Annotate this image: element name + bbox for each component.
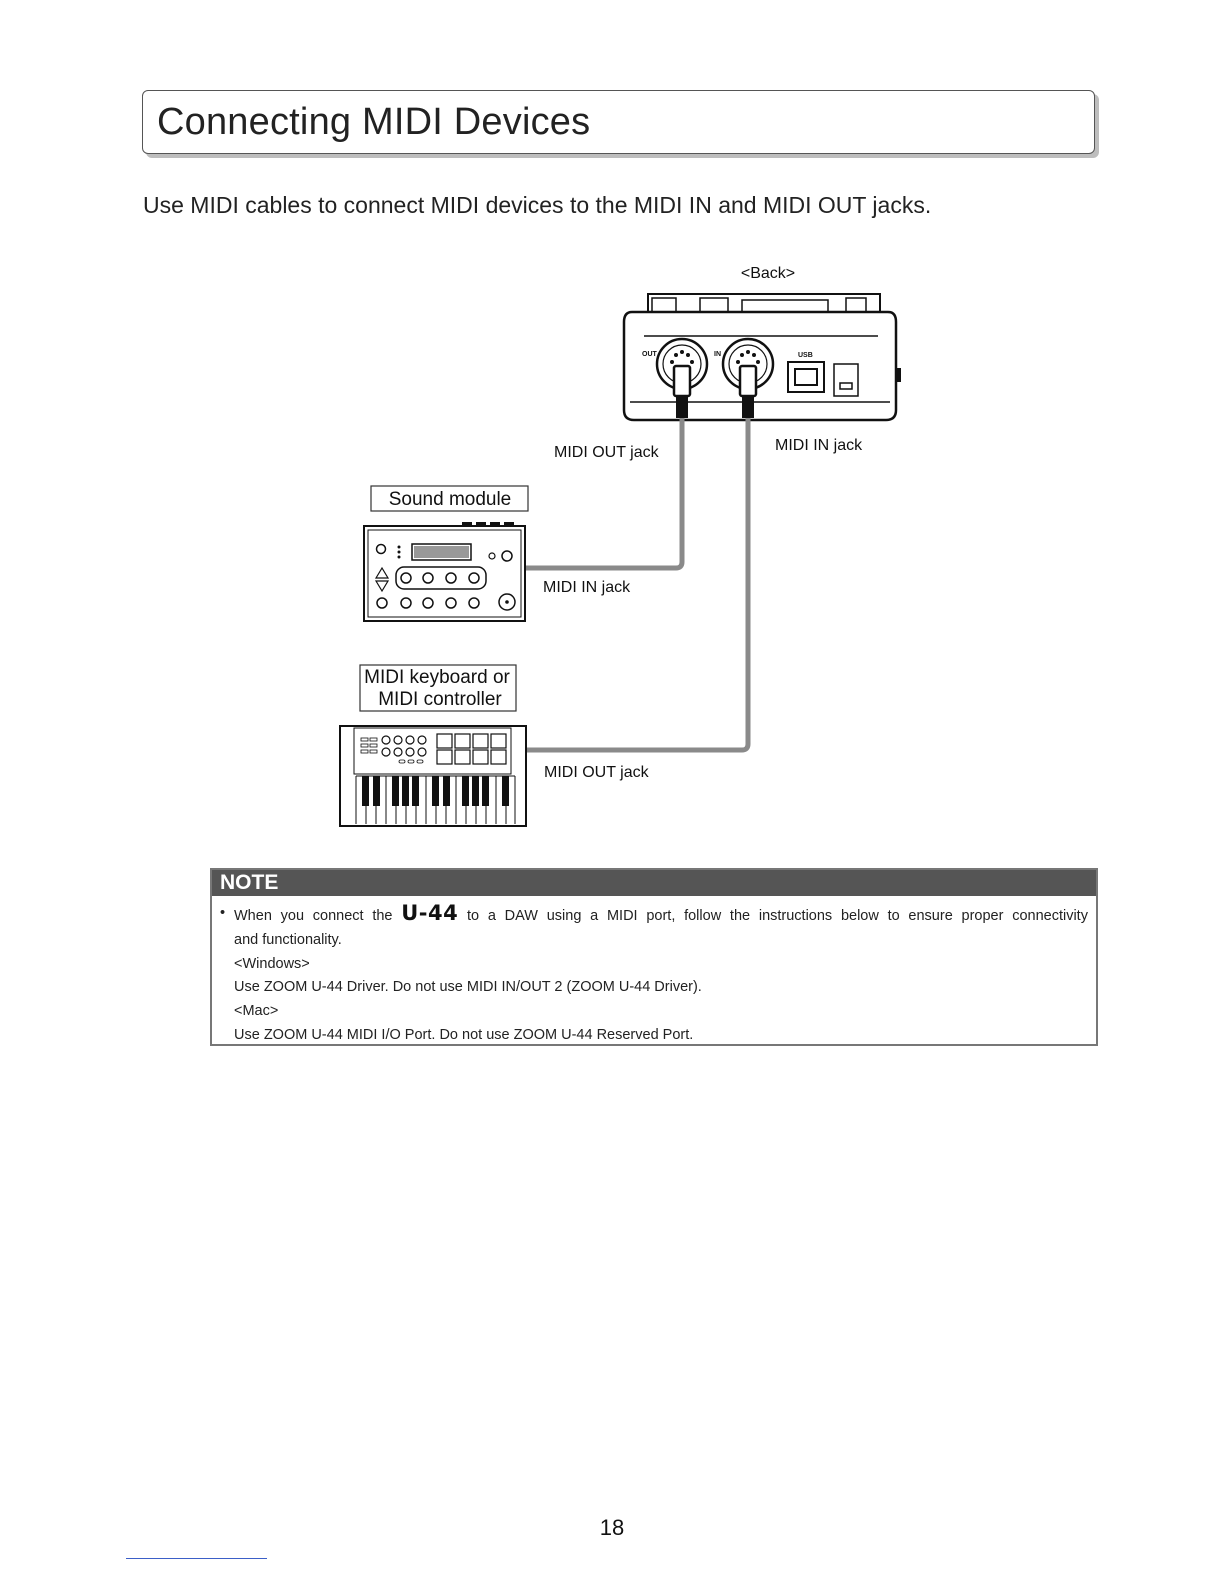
note-word: MIDI <box>606 908 638 924</box>
unit-midi-out-label: MIDI OUT jack <box>554 444 659 461</box>
cable-to-sound-module <box>526 418 682 568</box>
note-word: a <box>590 908 599 924</box>
sound-module-label: Sound module <box>388 489 512 510</box>
note-windows-text: Use ZOOM U-44 Driver. Do not use MIDI IN/OUT 2 (ZOOM U-44 Driver). <box>234 979 702 996</box>
keyboard-label-line1: MIDI keyboard or <box>364 667 510 688</box>
note-word: instructions <box>758 908 833 924</box>
product-logo: U-44 <box>401 901 459 925</box>
note-bullet: • <box>220 905 226 921</box>
unit-midi-in-label: MIDI IN jack <box>775 437 863 454</box>
note-word: DAW <box>504 908 538 924</box>
u44-unit-illustration <box>624 294 901 420</box>
section-title: Connecting MIDI Devices <box>157 101 591 143</box>
usb-label: USB <box>798 352 813 359</box>
note-word: When <box>234 908 272 924</box>
sound-module-jack-label: MIDI IN jack <box>543 579 631 596</box>
keyboard-illustration <box>340 726 526 826</box>
note-word: connect <box>312 908 364 924</box>
note-word: ensure <box>908 908 953 924</box>
back-label: <Back> <box>740 265 796 282</box>
note-mac-text: Use ZOOM U-44 MIDI I/O Port. Do not use ZOOM U-44 Reserved Port. <box>234 1026 694 1043</box>
footer-rule <box>126 1558 267 1559</box>
keyboard-label-line2: MIDI controller <box>378 689 502 710</box>
note-windows-heading: <Windows> <box>234 955 310 972</box>
note-box <box>210 868 1098 1046</box>
note-word: follow <box>684 908 722 924</box>
note-word: to <box>887 908 900 924</box>
sound-module-illustration <box>364 522 525 621</box>
note-mac-heading: <Mac> <box>234 1003 279 1020</box>
note-word: the <box>729 908 751 924</box>
note-word: below <box>840 908 879 924</box>
note-word: connectivity <box>1012 908 1088 924</box>
note-word: port, <box>646 908 676 924</box>
note-word: proper <box>961 908 1004 924</box>
jack-out-label: OUT <box>642 351 657 358</box>
note-header: NOTE <box>212 870 1096 896</box>
note-word: to <box>467 908 480 924</box>
note-body <box>212 896 1096 1048</box>
intro-text: Use MIDI cables to connect MIDI devices to the MIDI IN and MIDI OUT jacks. <box>143 192 932 218</box>
jack-in-label: IN <box>714 351 721 358</box>
page-number: 18 <box>599 1515 625 1540</box>
note-line-2: and functionality. <box>234 931 342 948</box>
note-word: you <box>280 908 305 924</box>
note-line-1 <box>234 902 1088 929</box>
dc-port-icon <box>834 364 858 396</box>
keyboard-jack-label: MIDI OUT jack <box>544 764 649 781</box>
note-word: the <box>372 908 393 924</box>
note-word: using <box>546 908 582 924</box>
note-word: a <box>487 908 496 924</box>
